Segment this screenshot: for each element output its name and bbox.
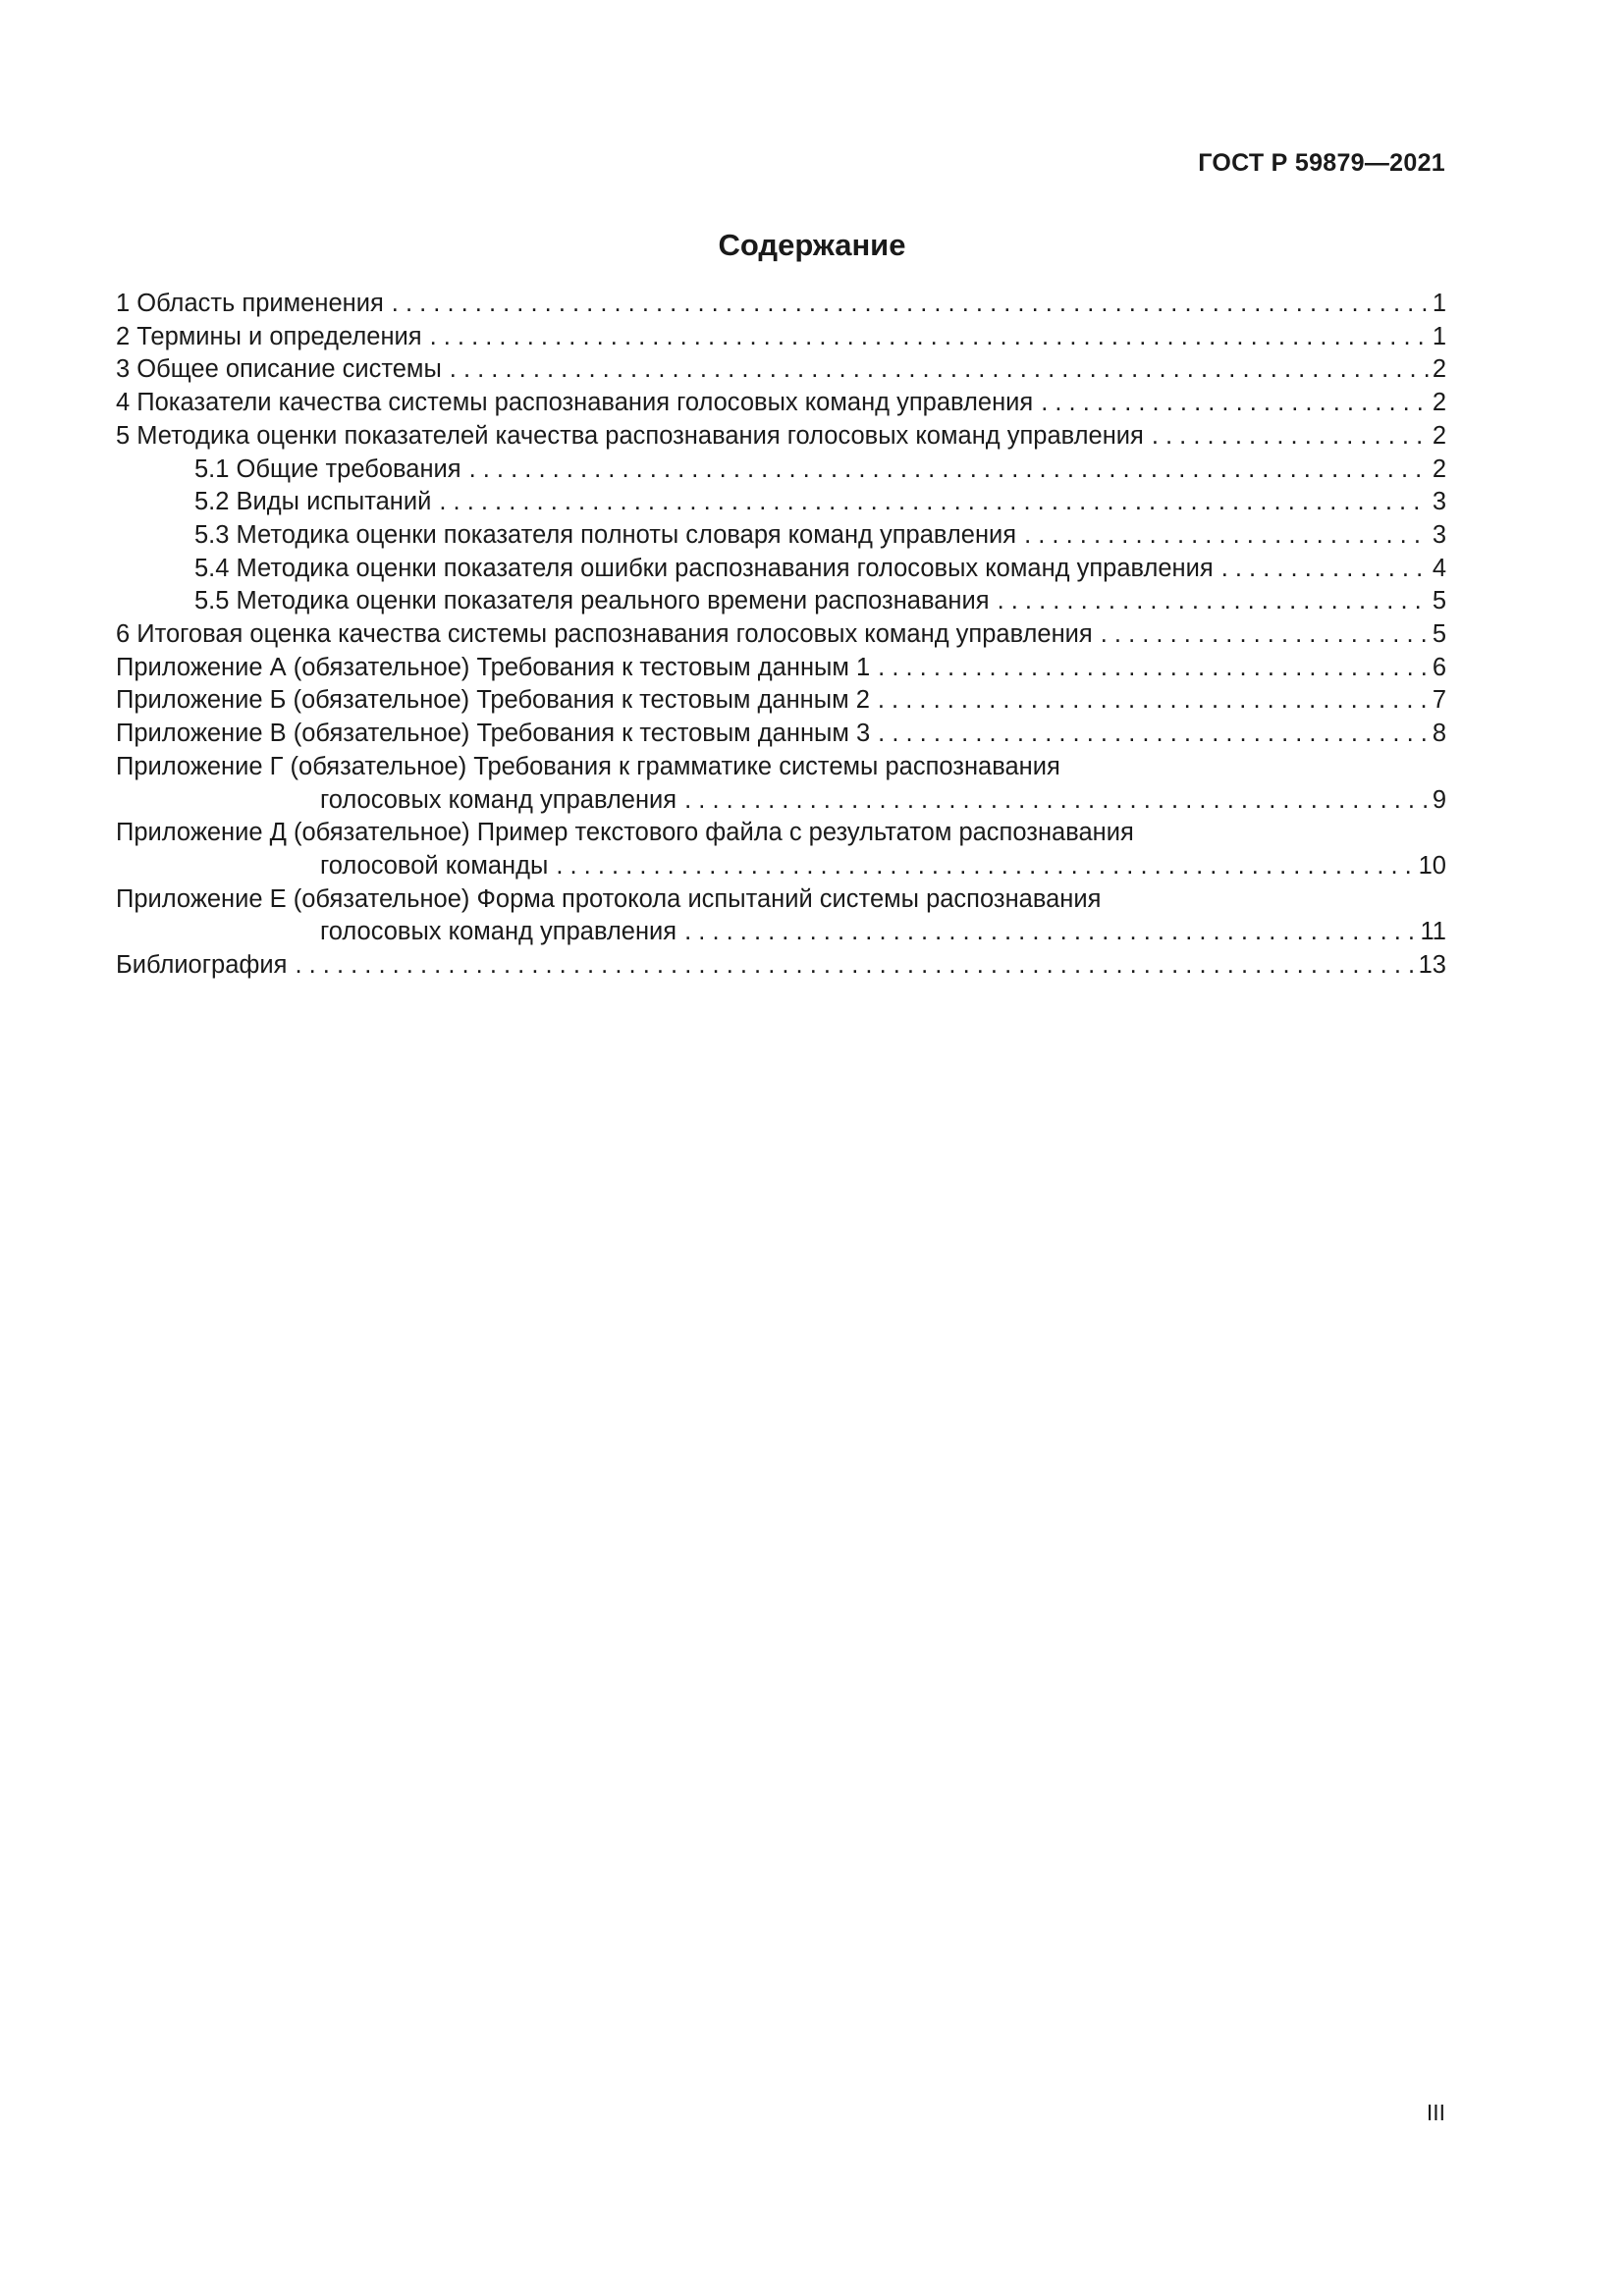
toc-entry-label: 3 Общее описание системы [116,355,442,384]
toc-subentry[interactable] [116,486,1446,519]
toc-entry-page: 8 [1432,720,1446,748]
toc-subentry[interactable] [116,553,1446,586]
toc-entry-appendix[interactable] [116,883,1446,949]
toc-entry-page: 9 [1432,785,1446,814]
toc-entry-label: 6 Итоговая оценка качества системы распознавания голосовых команд управления [116,620,1093,649]
toc-leader-dots [998,585,1429,618]
toc-entry-page: 3 [1432,520,1446,549]
toc-entry-label: 5.1 Общие требования [194,454,461,483]
toc-entry-page: 4 [1432,554,1446,582]
toc-entry-label: 5.4 Методика оценки показателя ошибки распознавания голосовых команд управления [194,554,1214,582]
toc-entry-label-line1: Приложение Е (обязательное) Форма протокола испытаний системы распознавания [116,884,1102,913]
toc-leader-dots [878,684,1429,718]
toc-entry-label-line1: Приложение Д (обязательное) Пример текстового файла с результатом распознавания [116,819,1134,847]
toc-leader-dots [450,353,1429,387]
toc-entry-label-line2: голосовых команд управления [320,918,677,946]
toc-entry-continuation [116,916,1446,949]
toc-entry-label: 5.3 Методика оценки показателя полноты словаря команд управления [194,520,1017,549]
toc-entry-label: Приложение А (обязательное) Требования к тестовым данным 1 [116,653,871,681]
toc-subentry[interactable] [116,519,1446,553]
toc-leader-dots [392,288,1429,321]
toc-entry-page: 2 [1432,389,1446,417]
toc-entry-label: 5.5 Методика оценки показателя реального времени распознавания [194,587,990,615]
toc-entry-continuation [116,850,1446,883]
toc-subentry[interactable] [116,454,1446,487]
toc-entry-appendix[interactable] [116,817,1446,882]
toc-entry-label: 5.2 Виды испытаний [194,488,432,516]
toc-entry-label-line1: Приложение Г (обязательное) Требования к грамматике системы распознавания [116,752,1060,780]
toc-leader-dots [1152,420,1429,454]
toc-leader-dots [878,652,1429,685]
toc-entry-appendix[interactable] [116,652,1446,685]
toc-entry-page: 1 [1432,322,1446,350]
toc-leader-dots [295,949,1414,983]
toc-entry-bibliography[interactable] [116,949,1446,983]
toc-entry-continuation [116,784,1446,818]
toc-entry[interactable] [116,618,1446,652]
toc-entry-page: 5 [1432,587,1446,615]
toc-entry-page: 11 [1420,918,1446,946]
toc-leader-dots [556,850,1414,883]
toc-title: Содержание [718,228,906,262]
toc-entry-label-line2: голосовых команд управления [320,785,677,814]
toc-entry-appendix[interactable] [116,684,1446,718]
toc-entry-page: 3 [1432,488,1446,516]
document-designation: ГОСТ Р 59879—2021 [1198,149,1445,177]
toc-entry-page: 10 [1418,851,1446,880]
toc-leader-dots [878,718,1429,751]
page-number: III [1426,2100,1445,2125]
toc-entry-label: Библиография [116,951,288,980]
toc-entry-label: 5 Методика оценки показателей качества распознавания голосовых команд управления [116,421,1144,450]
toc-leader-dots [469,454,1429,487]
toc-entry-page: 6 [1432,653,1446,681]
toc-entry-page: 2 [1432,421,1446,450]
toc-entry-appendix[interactable] [116,718,1446,751]
toc-subentry[interactable] [116,585,1446,618]
toc-entry-page: 2 [1432,454,1446,483]
toc-entry-appendix[interactable] [116,751,1446,817]
toc-entry[interactable] [116,420,1446,454]
toc-entry[interactable] [116,387,1446,420]
toc-entry-label: 2 Термины и определения [116,322,422,350]
table-of-contents [116,288,1446,983]
toc-entry-label: Приложение Б (обязательное) Требования к тестовым данным 2 [116,686,870,715]
toc-leader-dots [684,916,1416,949]
toc-leader-dots [1024,519,1429,553]
toc-leader-dots [1221,553,1429,586]
toc-entry-label: 1 Область применения [116,290,384,317]
toc-entry[interactable] [116,288,1446,321]
toc-leader-dots [684,784,1429,818]
toc-entry[interactable] [116,353,1446,387]
toc-entry-page: 1 [1432,290,1446,317]
toc-entry-page: 7 [1432,686,1446,715]
toc-leader-dots [1101,618,1429,652]
toc-leader-dots [430,321,1429,354]
toc-entry-page: 2 [1432,355,1446,384]
toc-leader-dots [439,486,1428,519]
toc-entry-label-line2: голосовой команды [320,851,549,880]
toc-entry-label: Приложение В (обязательное) Требования к тестовым данным 3 [116,720,871,748]
toc-entry[interactable] [116,321,1446,354]
toc-entry-page: 5 [1432,620,1446,649]
toc-entry-label: 4 Показатели качества системы распознавания голосовых команд управления [116,389,1034,417]
toc-entry-page: 13 [1418,951,1446,980]
toc-leader-dots [1041,387,1429,420]
